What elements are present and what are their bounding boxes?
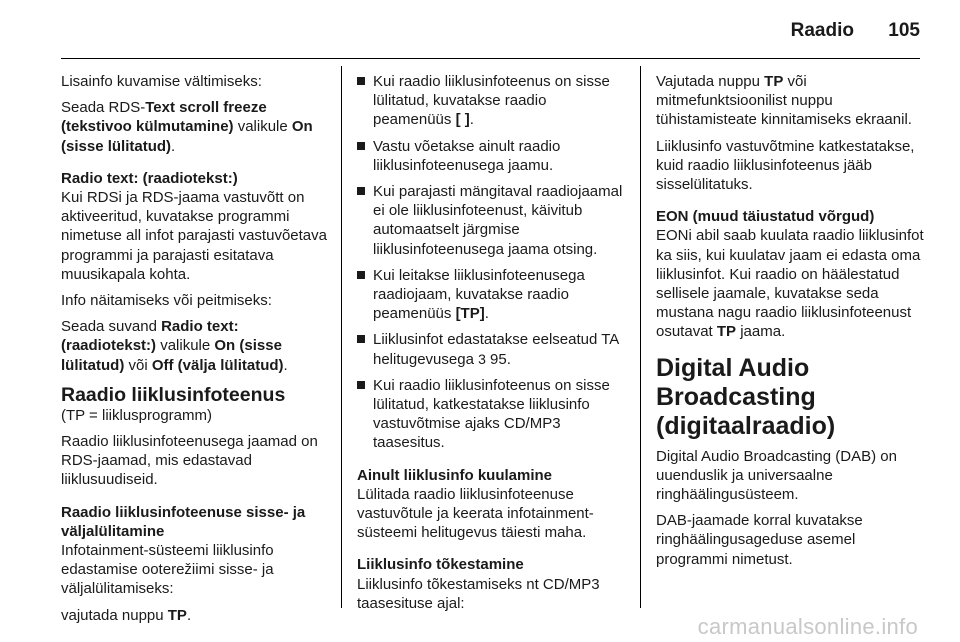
page-number: 105 <box>888 20 920 41</box>
column-3 <box>656 72 924 576</box>
paragraph: DAB-jaamade korral kuvatakse ringhäälingusageduse asemel programmi nimetust. <box>656 512 863 568</box>
paragraph: Info näitamiseks või peitmiseks: <box>61 292 272 310</box>
paragraph: Liiklusinfo tõkestamiseks nt CD/MP3 taasesituse ajal: <box>357 575 600 612</box>
list-item: Kui raadio liiklusinfoteenus on sisse lülitatud, kuvatakse raadio peamenüüs [ ]. <box>357 72 627 130</box>
paragraph: Seada RDS-Text scroll freeze (tekstivoo külmutamine) valikule On (sisse lülitatud). <box>61 99 313 155</box>
header-rule <box>61 58 920 59</box>
list-item: Liiklusinfot edastatakse eelseatud TA helitugevusega 3 95. <box>357 330 627 368</box>
paragraph: (TP = liiklusprogramm) <box>61 406 213 424</box>
bullet-icon <box>357 330 367 368</box>
paragraph: Infotainment-süsteemi liiklusinfo edastamise ooterežiimi sisse- ja väljalülitamiseks: <box>61 542 274 598</box>
chapter-title: Digital Audio Broadcasting (digitaalraadio) <box>656 353 836 440</box>
section-heading: Radio text: (raadiotekst:) <box>61 169 238 187</box>
column-divider-2 <box>640 66 641 608</box>
list-item: Vastu võetakse ainult raadio liiklusinfoteenusega jaamu. <box>357 137 627 175</box>
page-reference-icon[interactable]: 3 <box>478 350 486 367</box>
paragraph: Kui RDSi ja RDS-jaama vastuvõtt on aktiveeritud, kuvatakse programmi nimetuse all infot parajasti vastuvõetava programmi ja parajasti esitatava muusikapala kohta. <box>61 189 327 283</box>
section-title: Raadio liiklusinfoteenus <box>61 383 286 406</box>
paragraph: Digital Audio Broadcasting (DAB) on uuenduslik ja universaalne ringhäälingusüsteem. <box>656 447 897 504</box>
bullet-icon <box>357 266 367 324</box>
paragraph: Vajutada nuppu TP või mitmefunktsioonilist nuppu tühistamisteate kinnitamiseks ekraanil. <box>656 73 912 129</box>
paragraph: Liiklusinfo vastuvõtmine katkestatakse, kuid raadio liiklusinfoteenus jääb sisselülitatuks. <box>656 137 915 194</box>
list-item: Kui raadio liiklusinfoteenus on sisse lülitatud, katkestatakse liiklusinfo vastuvõtmise ajaks CD/MP3 taasesitus. <box>357 376 627 453</box>
paragraph: Seada suvand Radio text: (raadiotekst:) valikule On (sisse lülitatud) või Off (välja lülitatud). <box>61 318 288 374</box>
column-divider-1 <box>341 66 342 608</box>
watermark: carmanualsonline.info <box>697 614 918 639</box>
paragraph: vajutada nuppu TP. <box>61 606 192 624</box>
section-heading: Ainult liiklusinfo kuulamine <box>357 466 553 484</box>
column-1 <box>61 72 329 632</box>
section-heading: Liiklusinfo tõkestamine <box>357 556 524 574</box>
column-2 <box>357 72 627 620</box>
bullet-icon <box>357 182 367 259</box>
paragraph: Raadio liiklusinfoteenusega jaamad on RDS-jaamad, mis edastavad liiklusuudiseid. <box>61 433 318 489</box>
list-item: Kui leitakse liiklusinfoteenusega raadiojaam, kuvatakse raadio peamenüüs [TP]. <box>357 266 627 324</box>
section-heading: Raadio liiklusinfoteenuse sisse- ja väljalülitamine <box>61 503 306 540</box>
paragraph: EONi abil saab kuulata raadio liiklusinfot ka siis, kui kuulatav jaam ei edasta oma liiklusinfot. Kui raadio on häälestatud sellisele jaamale, kuvatakse seda mustana nagu raadio liiklusinfoteenust osutavat TP jaama. <box>656 227 924 341</box>
list-item: Kui parajasti mängitaval raadiojaamal ei ole liiklusinfoteenust, käivitub automaatselt järgmise liiklusinfoteenusega jaama otsing. <box>357 182 627 259</box>
bullet-icon <box>357 72 367 130</box>
paragraph: Lisainfo kuvamise vältimiseks: <box>61 73 262 90</box>
page-header <box>0 0 960 62</box>
bullet-icon <box>357 376 367 453</box>
paragraph: Lülitada raadio liiklusinfoteenuse vastuvõtule ja keerata infotainment-süsteemi helitugevus täiesti maha. <box>357 485 594 542</box>
bullet-icon <box>357 137 367 175</box>
header-title: Raadio <box>790 20 854 41</box>
section-heading: EON (muud täiustatud võrgud) <box>656 208 875 226</box>
